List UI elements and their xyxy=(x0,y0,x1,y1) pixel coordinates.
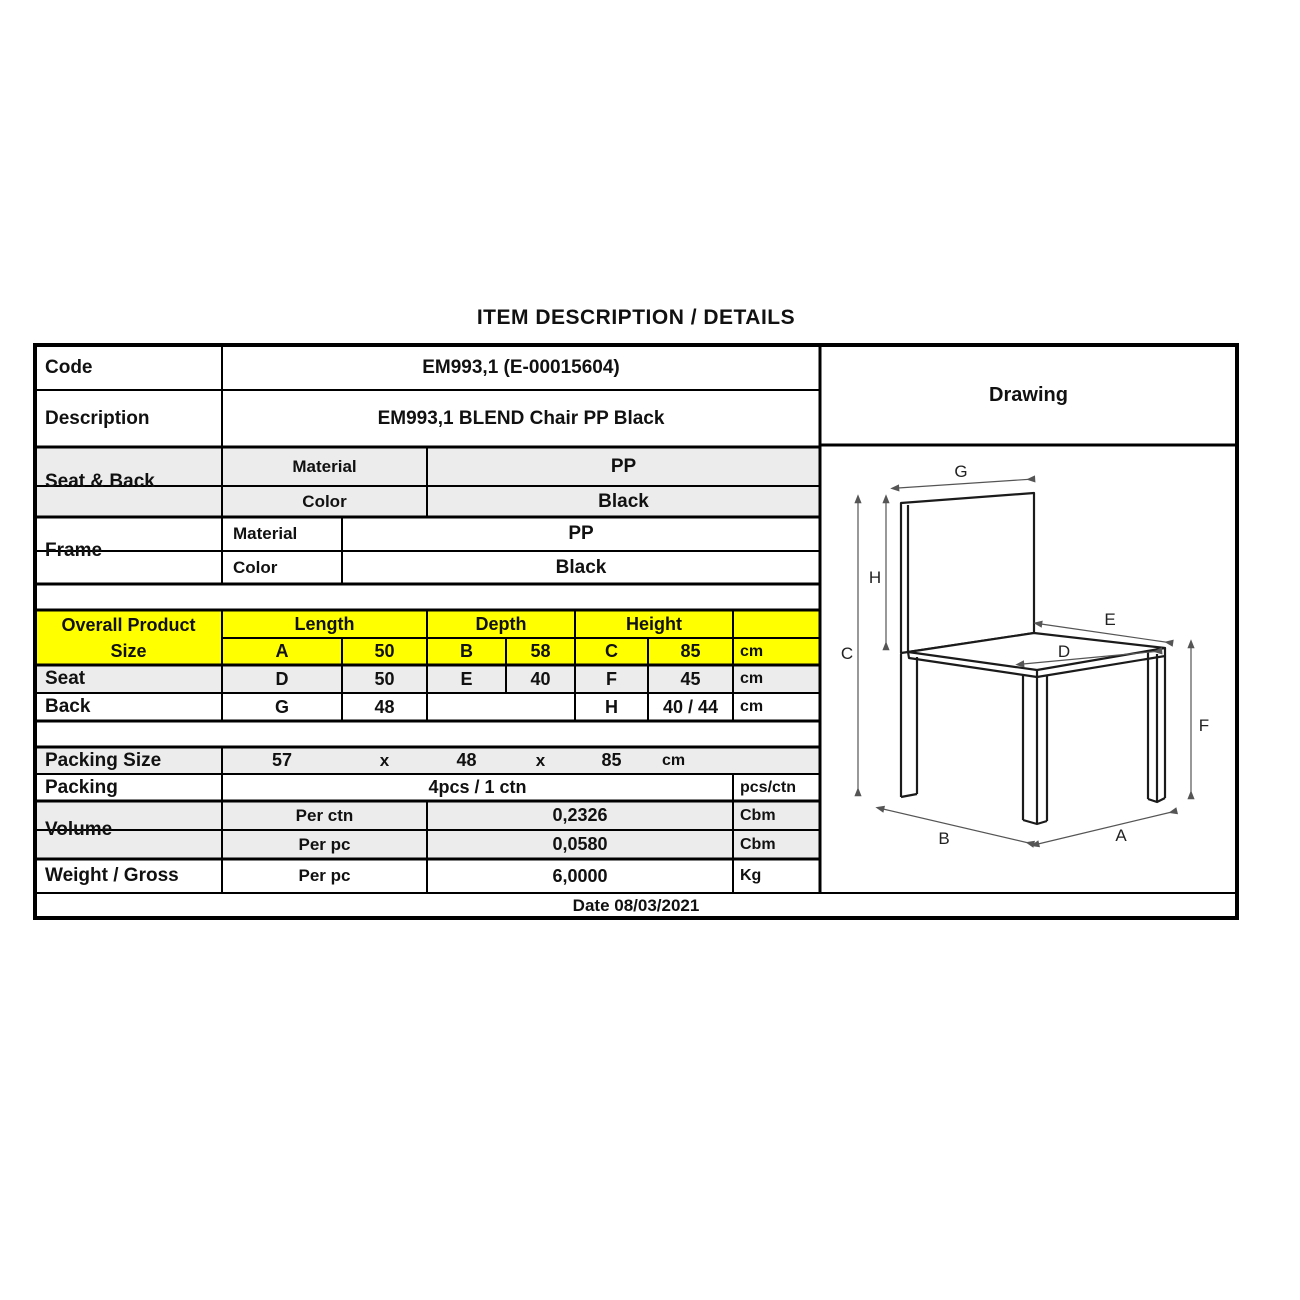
overall-length-value: 50 xyxy=(374,641,395,661)
overall-size-label-line1: Overall Product xyxy=(61,615,196,635)
packing-size-label: Packing Size xyxy=(45,750,162,771)
packing-label: Packing xyxy=(45,777,118,798)
code-label: Code xyxy=(45,357,93,378)
weight-unit: Kg xyxy=(740,867,762,884)
dim-label-d: D xyxy=(1057,642,1071,661)
back-height-value: 40 / 44 xyxy=(662,697,719,717)
seat-depth-value: 40 xyxy=(530,669,551,689)
frame-color-value: Black xyxy=(555,557,607,578)
overall-depth-key: B xyxy=(460,641,473,661)
seat-unit: cm xyxy=(740,670,764,687)
packing-size-sep2: x xyxy=(535,751,546,770)
dim-label-a: A xyxy=(1115,826,1127,845)
dim-label-e: E xyxy=(1104,610,1116,629)
seat-height-value: 45 xyxy=(680,669,701,689)
frame-material-label: Material xyxy=(233,524,298,543)
overall-height-key: C xyxy=(605,641,618,661)
column-header-depth: Depth xyxy=(475,614,527,634)
volume-per-ctn-label: Per ctn xyxy=(295,806,354,825)
frame-label: Frame xyxy=(45,540,103,561)
description-value: EM993,1 BLEND Chair PP Black xyxy=(377,408,665,429)
dim-label-b: B xyxy=(938,829,950,848)
packing-unit: pcs/ctn xyxy=(740,779,797,796)
column-header-length: Length xyxy=(294,614,355,634)
seat-back-color-value: Black xyxy=(598,491,649,512)
back-length-value: 48 xyxy=(374,697,395,717)
chair-drawing xyxy=(820,445,1237,893)
seat-back-material-label: Material xyxy=(292,457,357,476)
overall-size-label-line2: Size xyxy=(110,641,147,661)
weight-label: Weight / Gross xyxy=(45,865,179,886)
dim-label-g: G xyxy=(954,462,968,481)
code-value: EM993,1 (E-00015604) xyxy=(422,357,620,378)
frame-color-label: Color xyxy=(233,558,278,577)
chair-shape xyxy=(901,493,1165,824)
overall-length-key: A xyxy=(275,641,289,661)
volume-per-ctn-value: 0,2326 xyxy=(552,805,608,825)
page-title: ITEM DESCRIPTION / DETAILS xyxy=(476,306,796,329)
packing-size-depth: 48 xyxy=(456,750,477,770)
volume-per-pc-unit: Cbm xyxy=(740,836,776,853)
overall-size-label xyxy=(35,612,222,665)
back-row-label: Back xyxy=(45,696,91,717)
volume-per-ctn-unit: Cbm xyxy=(740,807,776,824)
seat-back-color-label: Color xyxy=(302,492,347,511)
dim-label-h: H xyxy=(868,568,882,587)
overall-unit: cm xyxy=(740,643,764,660)
weight-per-label: Per pc xyxy=(298,866,351,885)
seat-length-key: D xyxy=(275,669,289,689)
packing-size-height: 85 xyxy=(601,750,622,770)
packing-value: 4pcs / 1 ctn xyxy=(428,777,527,797)
date-stamp: Date 08/03/2021 xyxy=(572,896,700,915)
seat-height-key: F xyxy=(606,669,617,689)
seat-row-label: Seat xyxy=(45,668,86,689)
packing-size-width: 57 xyxy=(271,750,293,770)
overall-depth-value: 58 xyxy=(530,641,551,661)
dim-label-f: F xyxy=(1198,716,1210,735)
weight-value: 6,0000 xyxy=(552,866,608,886)
drawing-title: Drawing xyxy=(989,384,1068,406)
dim-label-c: C xyxy=(840,644,854,663)
seat-depth-key: E xyxy=(460,669,473,689)
volume-label: Volume xyxy=(45,819,113,840)
frame-material-value: PP xyxy=(568,523,594,544)
volume-per-pc-label: Per pc xyxy=(298,835,351,854)
back-height-key: H xyxy=(605,697,618,717)
description-label: Description xyxy=(45,408,150,429)
volume-per-pc-value: 0,0580 xyxy=(552,834,608,854)
seat-length-value: 50 xyxy=(374,669,395,689)
back-unit: cm xyxy=(740,698,764,715)
seat-back-label: Seat & Back xyxy=(45,471,155,492)
seat-back-material-value: PP xyxy=(610,456,637,477)
overall-height-value: 85 xyxy=(680,641,701,661)
packing-size-unit: cm xyxy=(662,752,686,769)
packing-size-sep1: x xyxy=(379,751,390,770)
back-length-key: G xyxy=(274,697,289,717)
column-header-height: Height xyxy=(626,614,682,634)
